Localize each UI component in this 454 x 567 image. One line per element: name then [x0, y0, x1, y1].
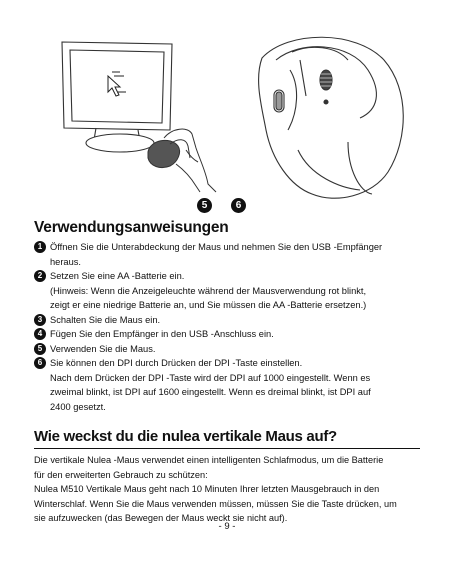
step-text-line: Nach dem Drücken der DPI -Taste wird der DPI auf 1000 eingestellt. Wenn es — [50, 372, 371, 383]
wake-paragraph — [34, 453, 426, 526]
monitor-illustration — [62, 42, 172, 152]
step-number-badge: 1 — [34, 241, 46, 253]
step-number-badge: 4 — [34, 328, 46, 340]
step-number-badge: 2 — [34, 270, 46, 282]
hand-on-mouse-illustration — [148, 129, 216, 192]
step-text-line: heraus. — [50, 256, 82, 267]
step-text-line: Sie können den DPI durch Drücken der DPI -Taste einstellen. — [50, 358, 303, 368]
step-text-line: Öffnen Sie die Unterabdeckung der Maus und nehmen Sie den USB -Empfänger — [50, 242, 383, 252]
paragraph-line: Winterschlaf. Wenn Sie die Maus verwenden müssen, müssen Sie die Taste drücken, um — [34, 498, 397, 509]
step-number-badge: 3 — [34, 314, 46, 326]
paragraph-line: für den erweiterten Gebrauch zu schützen: — [34, 469, 208, 480]
section-divider — [34, 448, 420, 449]
step-text-line: Setzen Sie eine AA -Batterie ein. — [50, 271, 185, 281]
step-item — [34, 313, 426, 328]
step-item — [34, 240, 426, 269]
illustration — [0, 0, 454, 215]
step-item — [34, 342, 426, 357]
step-text-line: Verwenden Sie die Maus. — [50, 343, 156, 354]
step-item — [34, 327, 426, 342]
paragraph-line: Die vertikale Nulea -Maus verwendet einen intelligenten Schlafmodus, um die Batterie — [34, 455, 384, 465]
steps-list — [34, 240, 426, 414]
step-text-line: Schalten Sie die Maus ein. — [50, 314, 161, 325]
paragraph-line: Nulea M510 Vertikale Maus geht nach 10 Minuten Ihrer letzten Mausgebrauch in den — [34, 484, 380, 494]
paragraph-line: sie aufzuwecken (das Bewegen der Maus weckt sie nicht auf). — [34, 513, 288, 523]
wake-title: Wie weckst du die nulea vertikale Maus auf? — [34, 428, 337, 445]
step-badge: 5 — [197, 198, 212, 213]
step-text-line: 2400 gesetzt. — [50, 401, 106, 412]
step-text-line: Fügen Sie den Empfänger in den USB -Anschluss ein. — [50, 329, 274, 339]
step-number-badge: 6 — [34, 357, 46, 369]
step-badge: 6 — [231, 198, 246, 213]
vertical-mouse-illustration — [259, 37, 404, 198]
step-item — [34, 269, 426, 313]
step-number-badge: 5 — [34, 343, 46, 355]
step-item — [34, 356, 426, 414]
usage-title: Verwendungsanweisungen — [34, 219, 229, 236]
step-text-line: zweimal blinkt, ist DPI auf 1600 eingestellt. Wenn es dreimal blinkt, ist DPI auf — [50, 387, 371, 397]
page-number: - 9 - — [218, 521, 236, 532]
step-text-line: (Hinweis: Wenn die Anzeigeleuchte während der Mausverwendung rot blinkt, — [50, 285, 367, 296]
step-text-line: zeigt er eine niedrige Batterie an, und Sie müssen die AA -Batterie ersetzen.) — [50, 300, 367, 310]
